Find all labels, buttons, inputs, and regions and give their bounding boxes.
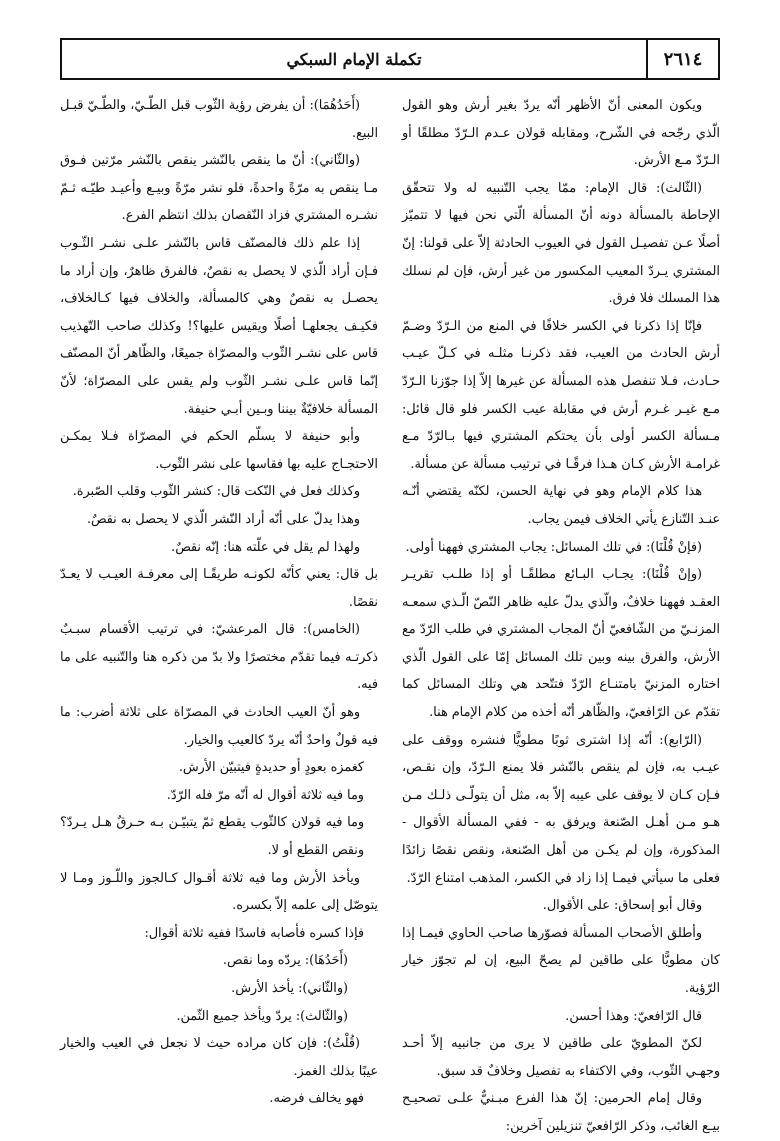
paragraph: إذا علم ذلك فالمصنّف قاس بالنّشر علـى نشـر الثّـوب فـإن أراد الّذي لا يحصل به نقصٌ، فالفرق ظاهرٌ، وإن أراد ما يحصـل به نقصٌ وهي كالمسألة، والخلاف فيها كـالخلاف، فكيـف يجعلهـا أصلًا ويقيس عليها؟! وكذلك صاحب التّهذيب قاس على نشـر الثّوب والمصرّاة جميعًا، والظّاهر أنّ المصنّف إنّما قاس علـى نشـر الثّوب ولم يقس على المصرّاة؛ لأنّ المسألة خلافيّةٌ بيننا وبـين أبـي حنيفة. [60,235,378,417]
book-title: تكملة الإمام السبكي [286,49,422,69]
left-text-column [60,92,378,1107]
paragraph: كغمزه بعودٍ أو حديدةٍ فيتبيّن الأرش. [178,760,364,776]
paragraph: وهذا يدلّ على أنّه أراد النّشر الّذي لا يحصل به نقصٌ. [86,511,360,527]
paragraph: وما فيه ثلاثة أقوال له أنّه مرّ فله الرّدّ. [166,787,364,803]
paragraph: وأطلق الأصحاب المسألة فصوّرها صاحب الحاوي فيمـا إذا كان مطويًّا على طاقين لم يصحّ البيع، إن لم تجوّز خيار الرّؤية. [402,925,720,996]
paragraph: ويأخذ الأرش وما فيه ثلاثة أقـوال كـالجوز واللّـوز ومـا لا يتوصّل إلى علمه إلاّ بكسره. [60,870,378,914]
paragraph: (الخامس): قال المرعشيّ: في ترتيب الأقسام سبـبٌ ذكرتـه فيما تقدّم مختصرًا ولا بدّ من ذكره هنا والتّنبيه على ما فيه. [60,622,378,693]
paragraph: (أَحَدُهَا): يردّه وما نقص. [222,953,348,969]
paragraph: وما فيه قولان كالثّوب يقطع ثمّ يتبيّـن بـه حـرقٌ هـل يـردّ؟ ونقص القطع أو لا. [60,815,364,859]
paragraph: ولهذا لم يقل في علّته هنا: إنّه نقصٌ. [171,539,360,555]
paragraph: وقال أبو إسحاق: على الأقوال. [542,898,702,914]
paragraph: وأبو حنيفة لا يسلّم الحكم في المصرّاة فـلا يمكـن الاحتجـاج عليه بها فقاسها على نشر الثّوب. [60,429,378,472]
paragraph: وقال إمام الحرمين: إنّ هذا الفرع مبـنيٌّ علـى تصحيـح بيـع الغائب، وذكر الرّافعيّ تنزيلين آخرين: [402,1091,720,1134]
paragraph: (أَحَدُهُمَا): أن يفرض رؤية الثّوب قبل الطّـيّ، والطّـيّ قبـل البيع. [60,98,378,141]
page-header [60,38,720,80]
paragraph: ويكون المعنى أنّ الأظهر أنّه يردّ بغير أرش وهو القول الّذي رجّحه في الشّرح، ومقابله قولان عـدم الـرّدّ مطلقًا أو الـرّدّ مـع الأرش. [402,98,720,169]
paragraph: (والثّاني): أنّ ما ينقص بالنّشر ينقص بالنّشر مرّتين فـوق مـا ينقص به مرّةً واحدةً، فلو نشر مرّةً وبيـع وأعيـد طيّـه ثـمّ نشـره المشتري فزاد النّقصان بذلك انتظم الفرع. [60,153,378,224]
paragraph: فإذا كسره فأصابه فاسدًا ففيه ثلاثة أقوال: [144,925,364,941]
paragraph: وكذلك فعل في النّكت قال: كنشر الثّوب وقلب الصّبرة. [72,484,360,500]
paragraph: (الثّالث): قال الإمام: ممّا يجب التّنبيه له ولا تتحقّق الإحاطة بالمسألة دونه أنّ المسألة الّتي نحن فيها لا تتميّز أصلًا عـن تفصيـل القول في العيوب الحادثة إلاّ على قولنا: إنّ المشتري يـردّ المعيب المكسور من غير أرش، فإن لم نسلك هذا المسلك فلا فرق. [402,180,720,307]
paragraph: بل قال: يعني كأنّه لكونـه طريقًـا إلى معرفـة العيـب لا يعـدّ نقصًا. [60,567,378,610]
paragraph: لكنّ المطويّ على طاقين لا يرى من جانبيه إلاّ أحـد وجهـي الثّوب، وفي الاكتفاء به تفصيل وخلافٌ قد سبق. [402,1036,720,1079]
paragraph: (وإنْ قُلْنَا): يجـاب البـائع مطلقًـا أو إذا طلـب تقريـر العقـد فههنا خلافٌ، والّذي يدلّ عليه ظاهر النّصّ الّـذي سمعـه المزنـيّ من الشّافعيّ أنّ المجاب المشتري في طلب الرّدّ مع الأرش، والفرق بينه وبين تلك المسائل إمّا على القول الّذي اختاره المزنيّ بامتنـاع الرّدّ فتتّحد هي وتلك المسائل كما تقدّم عن الرّافعيّ، والظّاهر أنّه أخذه من كلام الإمام هنا. [402,567,720,721]
paragraph: (والثّاني): يأخذ الأرش. [231,981,348,996]
paragraph: فإنّا إذا ذكرنا في الكسر خلافًا في المنع من الـرّدّ وضـمّ أرش الحادث من العيب، فقد ذكرنـا مثلـه في كـلّ عيـب حـادث، فـلا تنفصل هذه المسألة عن غيرها إلاّ إذا جوّزنا الـرّدّ مـع غيـر غـرم أرش في مقابلة عيب الكسر فلو قال قائل: مـسألة الكسر أولى بأن يحتكم المشتري فيها بـالرّدّ مـع غرامـة الأرش كـان هـذا فرقًـا في ترتيب مسألة عن مسألة. [402,318,720,472]
right-text-column [402,92,720,1134]
paragraph: فهو يخالف فرضه. [269,1091,364,1107]
page-number: ٢٦١٤ [646,40,718,78]
paragraph: (فإنْ قُلْنَا): في تلك المسائل: يجاب المشتري فههنا أولى. [405,539,702,555]
paragraph: وهو أنّ العيب الحادث في المصرّاة على ثلاثة أضرب: ما فيه قولٌ واحدٌ أنّه يردّ كالعيب والخيار. [60,705,378,748]
paragraph: (والثّالث): يردّ ويأخذ جميع الثّمن. [176,1008,348,1024]
paragraph: قال الرّافعيّ: وهذا أحسن. [565,1008,702,1024]
paragraph: (الرّابع): أنّه إذا اشترى ثوبًا مطويًّا فنشره ووقف على عيـب به، فإن لم ينقص بالنّشر فلا يمنع الـرّدّ، وإن نقـص، فـإن كـان لا يوقف على عيبه إلاّ به، مثل أن يتولّـى ذلـك مـن هـو مـن أهـل الصّنعة ويرفق به - ففي المسألة الأقوال - المذكورة، وإن لم يكـن من أهل الصّنعة، ونقص نقصًا زائدًا فعلى ما سيأتي فيمـا إذا زاد في الكسر، المذهب امتناع الرّدّ. [402,732,720,886]
paragraph: (قُلْتُ): فإن كان مراده حيث لا نجعل في العيب والخيار عيبًا بذلك الغمز. [60,1036,378,1079]
paragraph: هذا كلام الإمام وهو في نهاية الحسن، لكنّه يقتضي أنّـه عنـد التّنازع يأتي الخلاف فيمن يجاب. [402,484,720,527]
